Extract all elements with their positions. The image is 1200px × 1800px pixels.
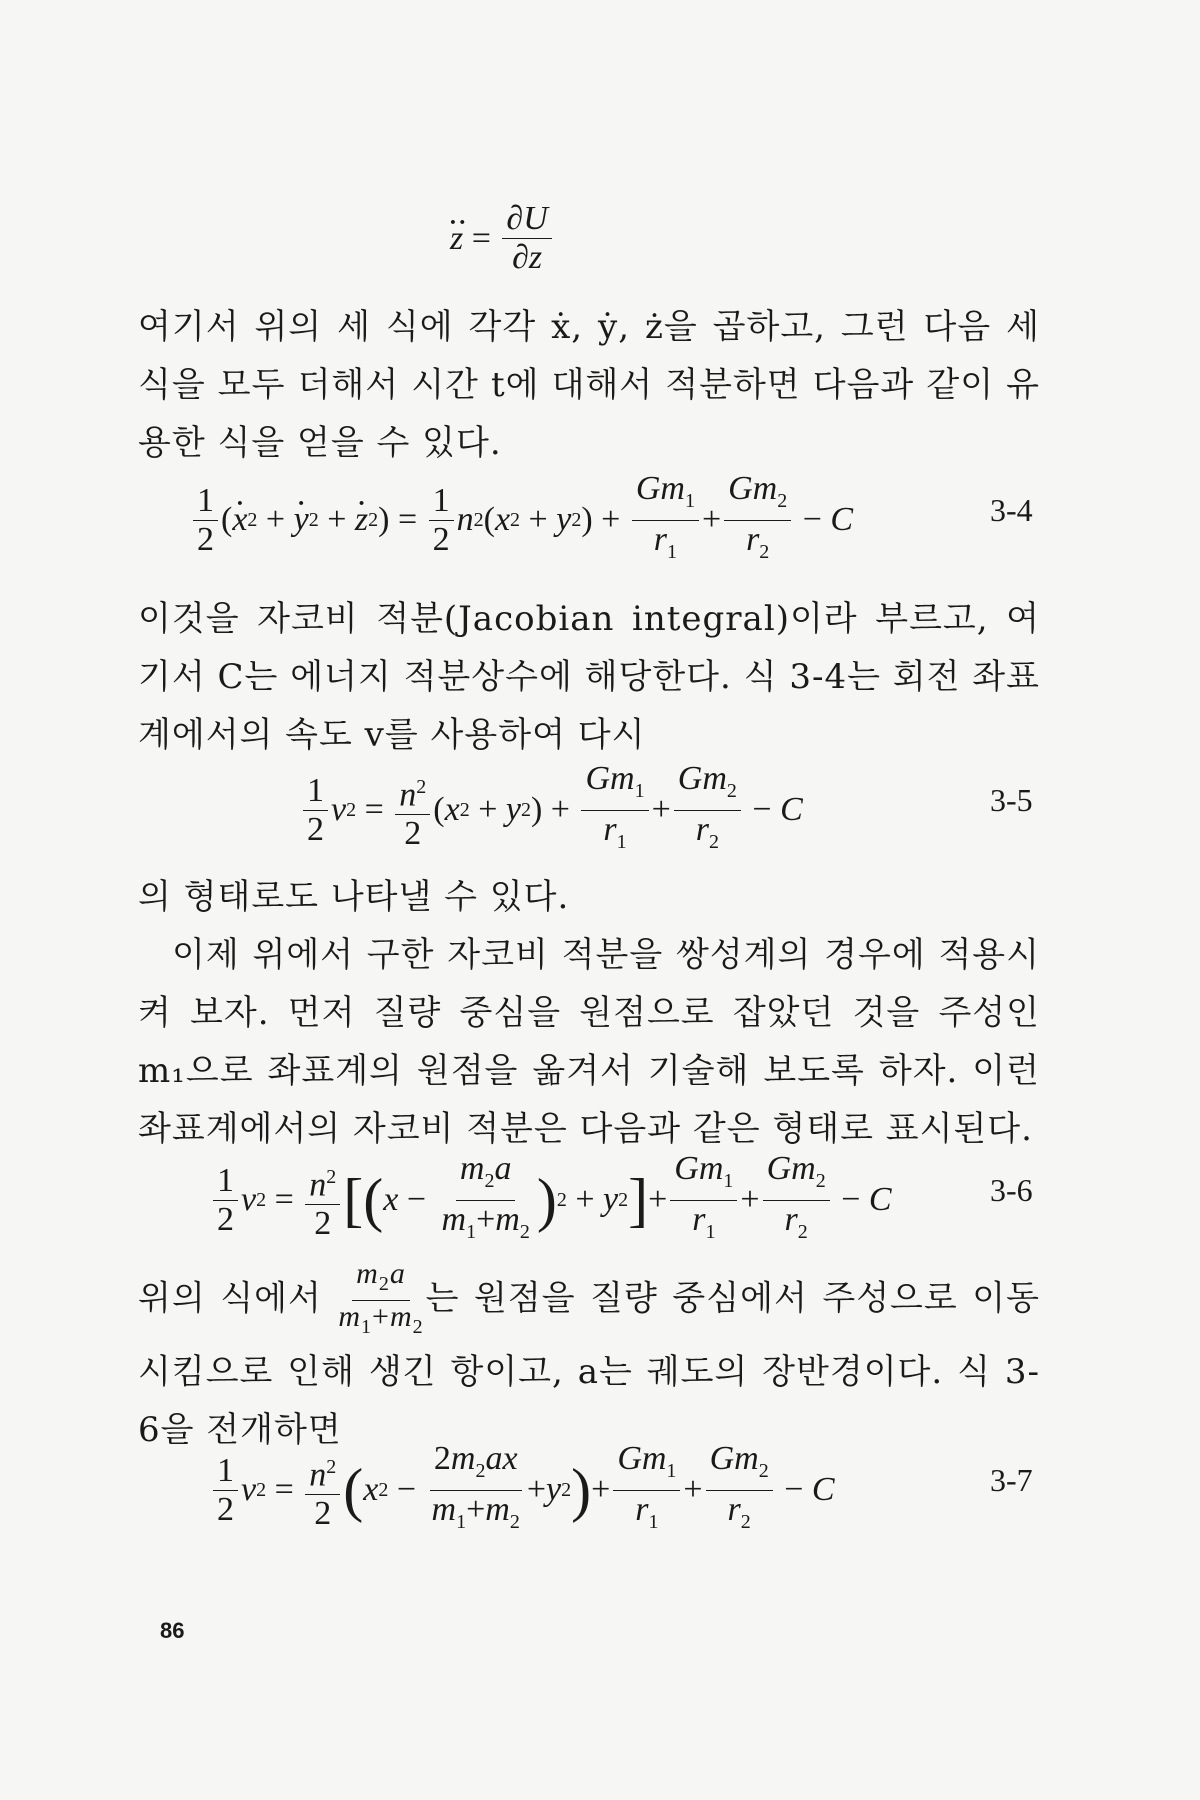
paragraph-5 — [138, 1258, 1040, 1459]
paragraph-5-after: 는 원점을 질량 중심에서 주성으로 이동시킴으로 인해 생긴 항이고, a는 궤도의 장반경이다. 식 3-6을 전개하면 — [138, 1278, 1040, 1450]
inline-fraction: $\frac{m_2a}{m_1+m_2}$ — [338, 1257, 424, 1338]
equation-label: 3-4 — [990, 492, 1033, 528]
equation-label: 3-5 — [990, 782, 1033, 818]
equation-label: 3-6 — [990, 1172, 1033, 1208]
equation-3-6: $\frac{1}{2}$ v 2 = $\frac{n^2}{2}$ [ ( x − $\frac{m_2a}{m_1+m_2}$ ) 2 + y 2 ] + $\frac{Gm_1}{r_1}$ + $\frac{Gm_2}{r_2}$ − C 3-6 — [0, 1150, 1200, 1240]
paragraph-5-before: 위의 식에서 — [138, 1278, 322, 1319]
paragraph-1: 여기서 위의 세 식에 각각 ẋ, ẏ, ż을 곱하고, 그런 다음 세 식을 모두 더해서 시간 t에 대해서 적분하면 다음과 같이 유용한 식을 얻을 수 있다. — [138, 307, 1040, 463]
paragraph-2: 이것을 자코비 적분(Jacobian integral)이라 부르고, 여기서 C는 에너지 적분상수에 해당한다. 식 3-4는 회전 좌표계에서의 속도 v를 사용하여 다시 — [138, 599, 1040, 755]
paragraph-4: 이제 위에서 구한 자코비 적분을 쌍성계의 경우에 적용시켜 보자. 먼저 질량 중심을 원점으로 잡았던 것을 주성인 m₁으로 좌표계의 원점을 옮겨서 기술해 보도록 하자. 이런 좌표계에서의 자코비 적분은 다음과 같은 형태로 표시된다. — [138, 935, 1040, 1149]
paragraph-3: 의 형태로도 나타낼 수 있다. — [138, 877, 570, 917]
equation-3-5: $\frac{1}{2}$ v 2 = $\frac{n^2}{2}$ ( x 2 + y 2 ) + $\frac{Gm_1}{r_1}$ + $\frac{Gm_2}{r_2}$ − C 3-5 — [0, 760, 1200, 850]
equation-3-7: $\frac{1}{2}$ v 2 = $\frac{n^2}{2}$ ( x 2 − $\frac{2m_2ax}{m_1+m_2}$ + y 2 ) + $\frac{Gm_1}{r_1}$ + $\frac{Gm_2}{r_2}$ − C 3-7 — [0, 1440, 1200, 1530]
equation-3-4: $\frac{1}{2}$ ( x · 2 + y · 2 + z · 2 ) = $\frac{1}{2}$ n 2 ( x 2 + y 2 ) + $\frac{Gm_1}{r_1}$ + $\frac{Gm_2}{r_2}$ − C 3-4 — [0, 470, 1200, 560]
equation-z-accel: z ·· = $\frac{\partial U}{\partial z}$ — [0, 200, 1200, 290]
page-number: 86 — [160, 1618, 185, 1643]
equation-label: 3-7 — [990, 1462, 1033, 1498]
